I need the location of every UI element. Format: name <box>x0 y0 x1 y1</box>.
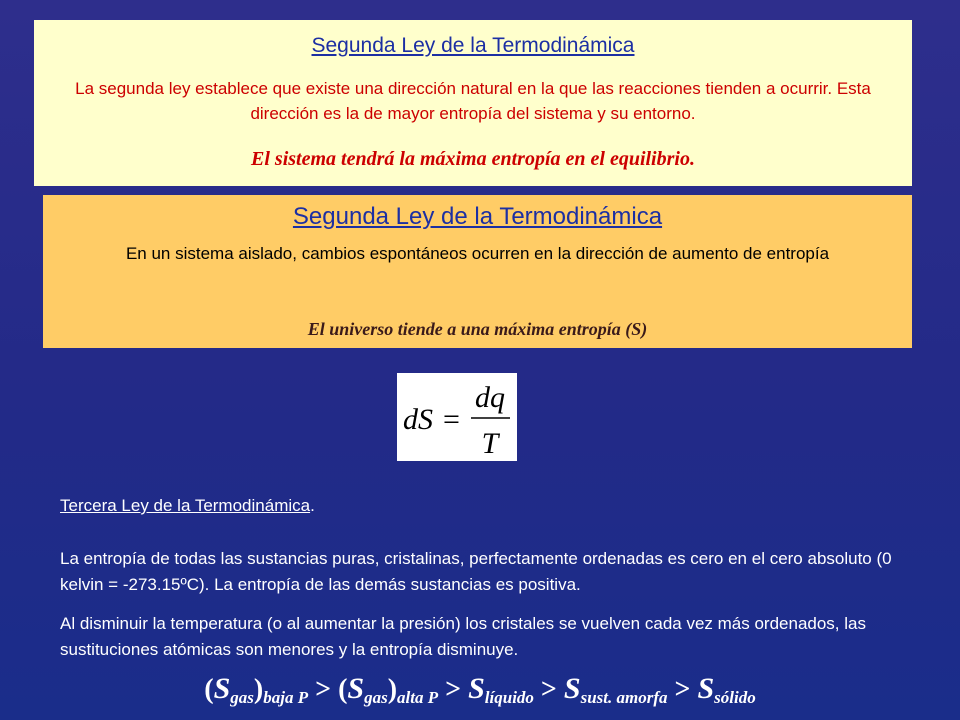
second-law-title-2[interactable]: Segunda Ley de la Termodinámica <box>292 203 663 230</box>
formula-symbol-1: S <box>213 672 231 705</box>
third-law-title-suffix: . <box>310 496 315 515</box>
formula-gt-4: > <box>674 674 691 705</box>
formula-gt-3: > <box>540 674 557 705</box>
equation-numerator: dq <box>475 381 505 414</box>
formula-paren-open-2: ( <box>338 674 348 705</box>
formula-sub-gas-2: gas <box>364 688 388 707</box>
formula-symbol-4: S <box>563 672 581 705</box>
formula-paren-open-1: ( <box>204 674 214 705</box>
equation-equals: = <box>443 403 460 436</box>
formula-symbol-5: S <box>697 672 715 705</box>
equation-lhs: dS <box>403 403 433 436</box>
second-law-title-1[interactable]: Segunda Ley de la Termodinámica <box>311 34 635 57</box>
formula-sub-amorphous: sust. amorfa <box>580 688 668 707</box>
third-law-paragraph-2: Al disminuir la temperatura (o al aumentar la presión) los cristales se vuelven cada vez más ordenados, las sustituciones atómicas son menores y la entropía disminuye. <box>60 614 866 659</box>
formula-sub-gas-1: gas <box>230 688 254 707</box>
third-law-paragraph-1: La entropía de todas las sustancias puras, cristalinas, perfectamente ordenadas es cero en el cero absoluto (0 kelvin = -273.15ºC). La entropía de las demás sustancias es positiva. <box>60 549 892 594</box>
second-law-emphasis-1: El sistema tendrá la máxima entropía en el equilibrio. <box>251 148 695 170</box>
second-law-box-1 <box>34 20 912 186</box>
formula-sub-liquid: líquido <box>484 688 534 707</box>
formula-paren-close-1: ) <box>253 674 264 705</box>
third-law-title <box>60 496 315 516</box>
formula-sub-high-p: alta P <box>397 688 439 707</box>
formula-symbol-2: S <box>347 672 365 705</box>
formula-sub-solid: sólido <box>714 688 756 707</box>
entropy-order-formula <box>0 672 960 708</box>
formula-paren-close-2: ) <box>387 674 398 705</box>
formula-symbol-3: S <box>468 672 485 705</box>
second-law-box-2 <box>43 195 912 348</box>
formula-gt-2: > <box>445 674 462 705</box>
formula-gt-1: > <box>315 674 332 705</box>
equation-denominator: T <box>481 427 499 460</box>
entropy-equation <box>397 373 517 461</box>
third-law-title-link[interactable]: Tercera Ley de la Termodinámica <box>60 496 311 515</box>
second-law-body-2: En un sistema aislado, cambios espontáneos ocurren en la dirección de aumento de entropía <box>125 244 830 263</box>
second-law-emphasis-2: El universo tiende a una máxima entropía (S) <box>307 319 648 339</box>
formula-sub-low-p: baja P <box>263 688 309 707</box>
second-law-body-1: La segunda ley establece que existe una dirección natural en la que las reacciones tienden a ocurrir. Esta dirección es la de mayor entropía del sistema y su entorno. <box>75 79 871 123</box>
